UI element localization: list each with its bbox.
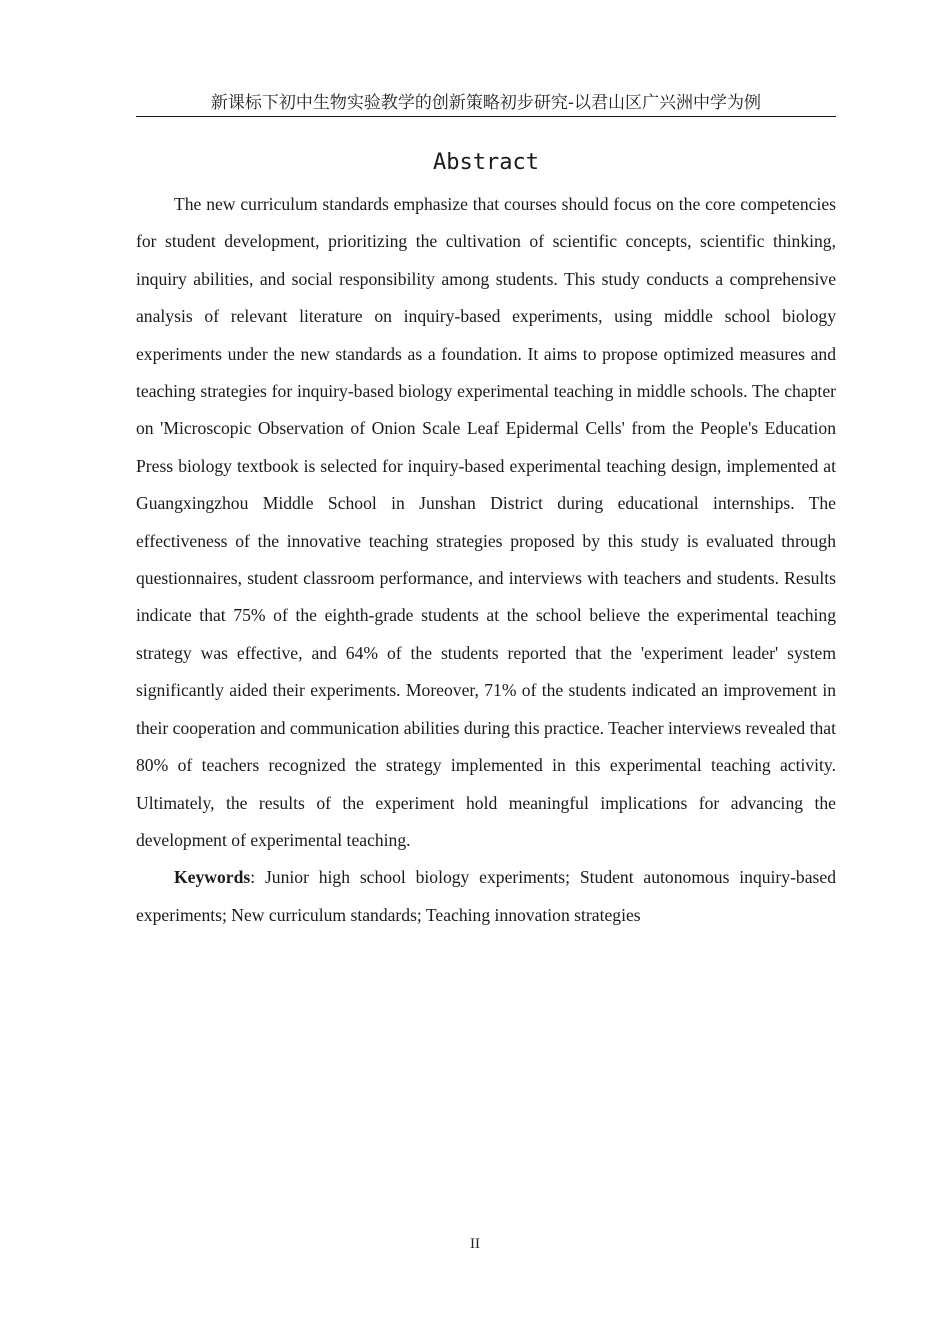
keywords-list: : Junior high school biology experiments; Student autonomous inquiry-based experiments; New curriculum standards; Teaching innovation strategies xyxy=(136,867,836,925)
running-header: 新课标下初中生物实验教学的创新策略初步研究-以君山区广兴洲中学为例 xyxy=(136,90,836,117)
page-number: II xyxy=(470,1236,480,1252)
keywords-paragraph xyxy=(136,859,836,934)
abstract-title: Abstract xyxy=(433,150,539,175)
abstract-section xyxy=(136,186,836,934)
keywords-label: Keywords xyxy=(174,867,251,888)
abstract-paragraph: The new curriculum standards emphasize that courses should focus on the core competencies for student development, prioritizing the cultivation of scientific concepts, scientific thinking, inquiry abilities, and social responsibility among students. This study conducts a comprehensive analysis of relevant literature on inquiry-based experiments, using middle school biology experiments under the new standards as a foundation. It aims to propose optimized measures and teaching strategies for inquiry-based biology experimental teaching in middle schools. The chapter on 'Microscopic Observation of Onion Scale Leaf Epidermal Cells' from the People's Education Press biology textbook is selected for inquiry-based experimental teaching design, implemented at Guangxingzhou Middle School in Junshan District during educational internships. The effectiveness of the innovative teaching strategies proposed by this study is evaluated through questionnaires, student classroom performance, and interviews with teachers and students. Results indicate that 75% of the eighth-grade students at the school believe the experimental teaching strategy was effective, and 64% of the students reported that the 'experiment leader' system significantly aided their experiments. Moreover, 71% of the students indicated an improvement in their cooperation and communication abilities during this practice. Teacher interviews revealed that 80% of teachers recognized the strategy implemented in this experimental teaching activity. Ultimately, the results of the experiment hold meaningful implications for advancing the development of experimental teaching. xyxy=(136,194,836,850)
